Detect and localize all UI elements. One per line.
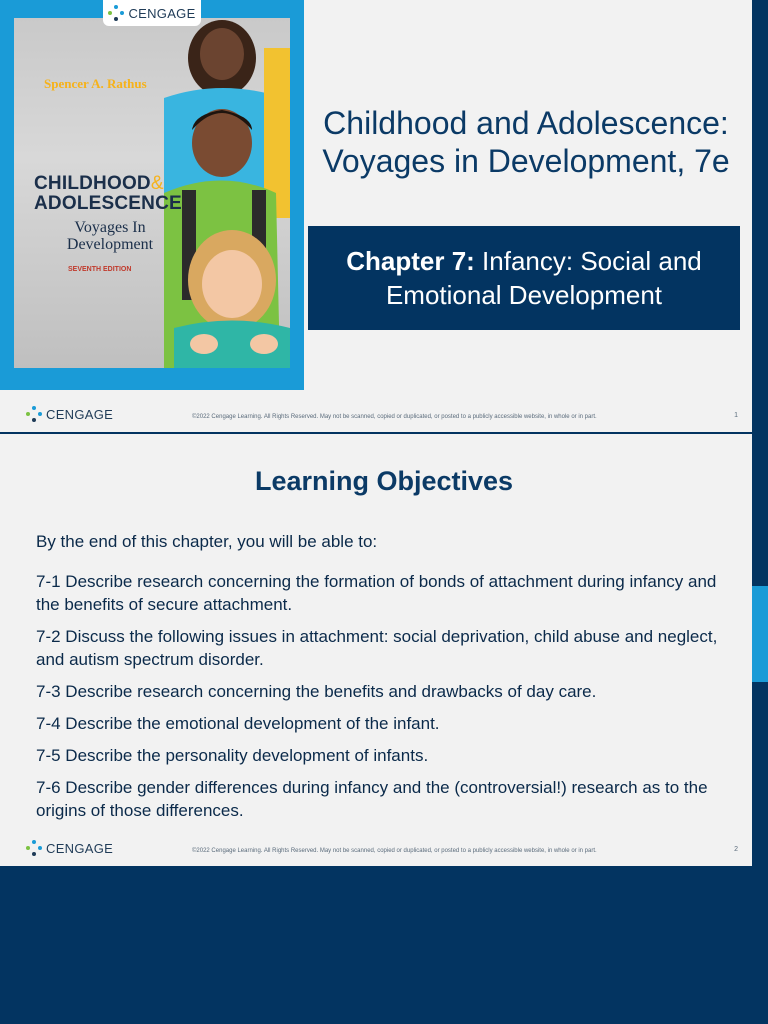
- slide-edge-bar: [752, 682, 768, 866]
- slide-title: Learning Objectives: [254, 466, 514, 496]
- cover-title-line2: ADOLESCENCE: [34, 193, 182, 214]
- objectives-intro: By the end of this chapter, you will be able to:: [36, 532, 378, 551]
- cover-subtitle: Voyages In Development: [66, 219, 154, 253]
- slide-edge-accent: [752, 586, 768, 682]
- cover-photo: [14, 18, 290, 368]
- girl-hand-right: [250, 334, 278, 354]
- cover-edition: SEVENTH EDITION: [68, 266, 132, 273]
- cengage-logo-text: CENGAGE: [128, 5, 196, 21]
- footer-logo: [26, 406, 113, 422]
- slide-2: [0, 434, 768, 866]
- cengage-logo-icon: [108, 5, 124, 21]
- objectives-list: [36, 570, 736, 831]
- cengage-logo-icon: [26, 406, 42, 422]
- objective-item: 7-6 Describe gender differences during infancy and the (controversial!) research as to the origins of those differences.: [36, 778, 708, 820]
- objective-item: 7-3 Describe research concerning the benefits and drawbacks of day care.: [36, 682, 597, 701]
- objective-item: 7-2 Discuss the following issues in attachment: social deprivation, child abuse and neglect, and autism spectrum disorder.: [36, 627, 718, 669]
- slide-footer: [0, 402, 752, 432]
- page-number: 1: [734, 412, 738, 419]
- cover-title-ampersand: &: [150, 173, 164, 194]
- copyright-notice: ©2022 Cengage Learning. All Rights Reserved. May not be scanned, copied or duplicated, or posted to a publicly accessible website, in whole or in part.: [192, 414, 597, 420]
- chapter-line-1: [346, 244, 702, 278]
- page-number: 2: [734, 846, 738, 853]
- objective-item: 7-4 Describe the emotional development of the infant.: [36, 714, 440, 733]
- girl-face: [202, 250, 262, 318]
- slide-edge-bar: [752, 434, 768, 586]
- chapter-title-part2: Emotional Development: [385, 280, 663, 310]
- chapter-label: Chapter 7:: [346, 246, 475, 276]
- objective-item: 7-1 Describe research concerning the formation of bonds of attachment during infancy and the benefits of secure attachment.: [36, 572, 717, 614]
- back-child-face: [200, 28, 244, 80]
- cengage-logo-icon: [26, 840, 42, 856]
- cengage-logo-tab: [103, 0, 201, 26]
- cover-title-line1: CHILDHOOD: [34, 173, 151, 194]
- chapter-title-part1: Infancy: Social and: [482, 246, 702, 276]
- book-cover: [0, 0, 304, 390]
- footer-logo-text: CENGAGE: [46, 406, 114, 422]
- footer-logo-text: CENGAGE: [46, 840, 114, 856]
- book-title: Childhood and Adolescence: Voyages in Development, 7e: [322, 105, 730, 179]
- copyright-notice: ©2022 Cengage Learning. All Rights Reserved. May not be scanned, copied or duplicated, or posted to a publicly accessible website, in whole or in part.: [192, 848, 597, 854]
- cover-author: Spencer A. Rathus: [44, 76, 147, 91]
- slide-footer: [0, 836, 752, 866]
- footer-logo: [26, 840, 113, 856]
- cover-title: [34, 174, 182, 214]
- chapter-banner: [308, 226, 740, 330]
- objective-item: 7-5 Describe the personality development of infants.: [36, 746, 429, 765]
- girl-hand-left: [190, 334, 218, 354]
- slide-edge-bar: [752, 0, 768, 432]
- slide-1: [0, 0, 768, 432]
